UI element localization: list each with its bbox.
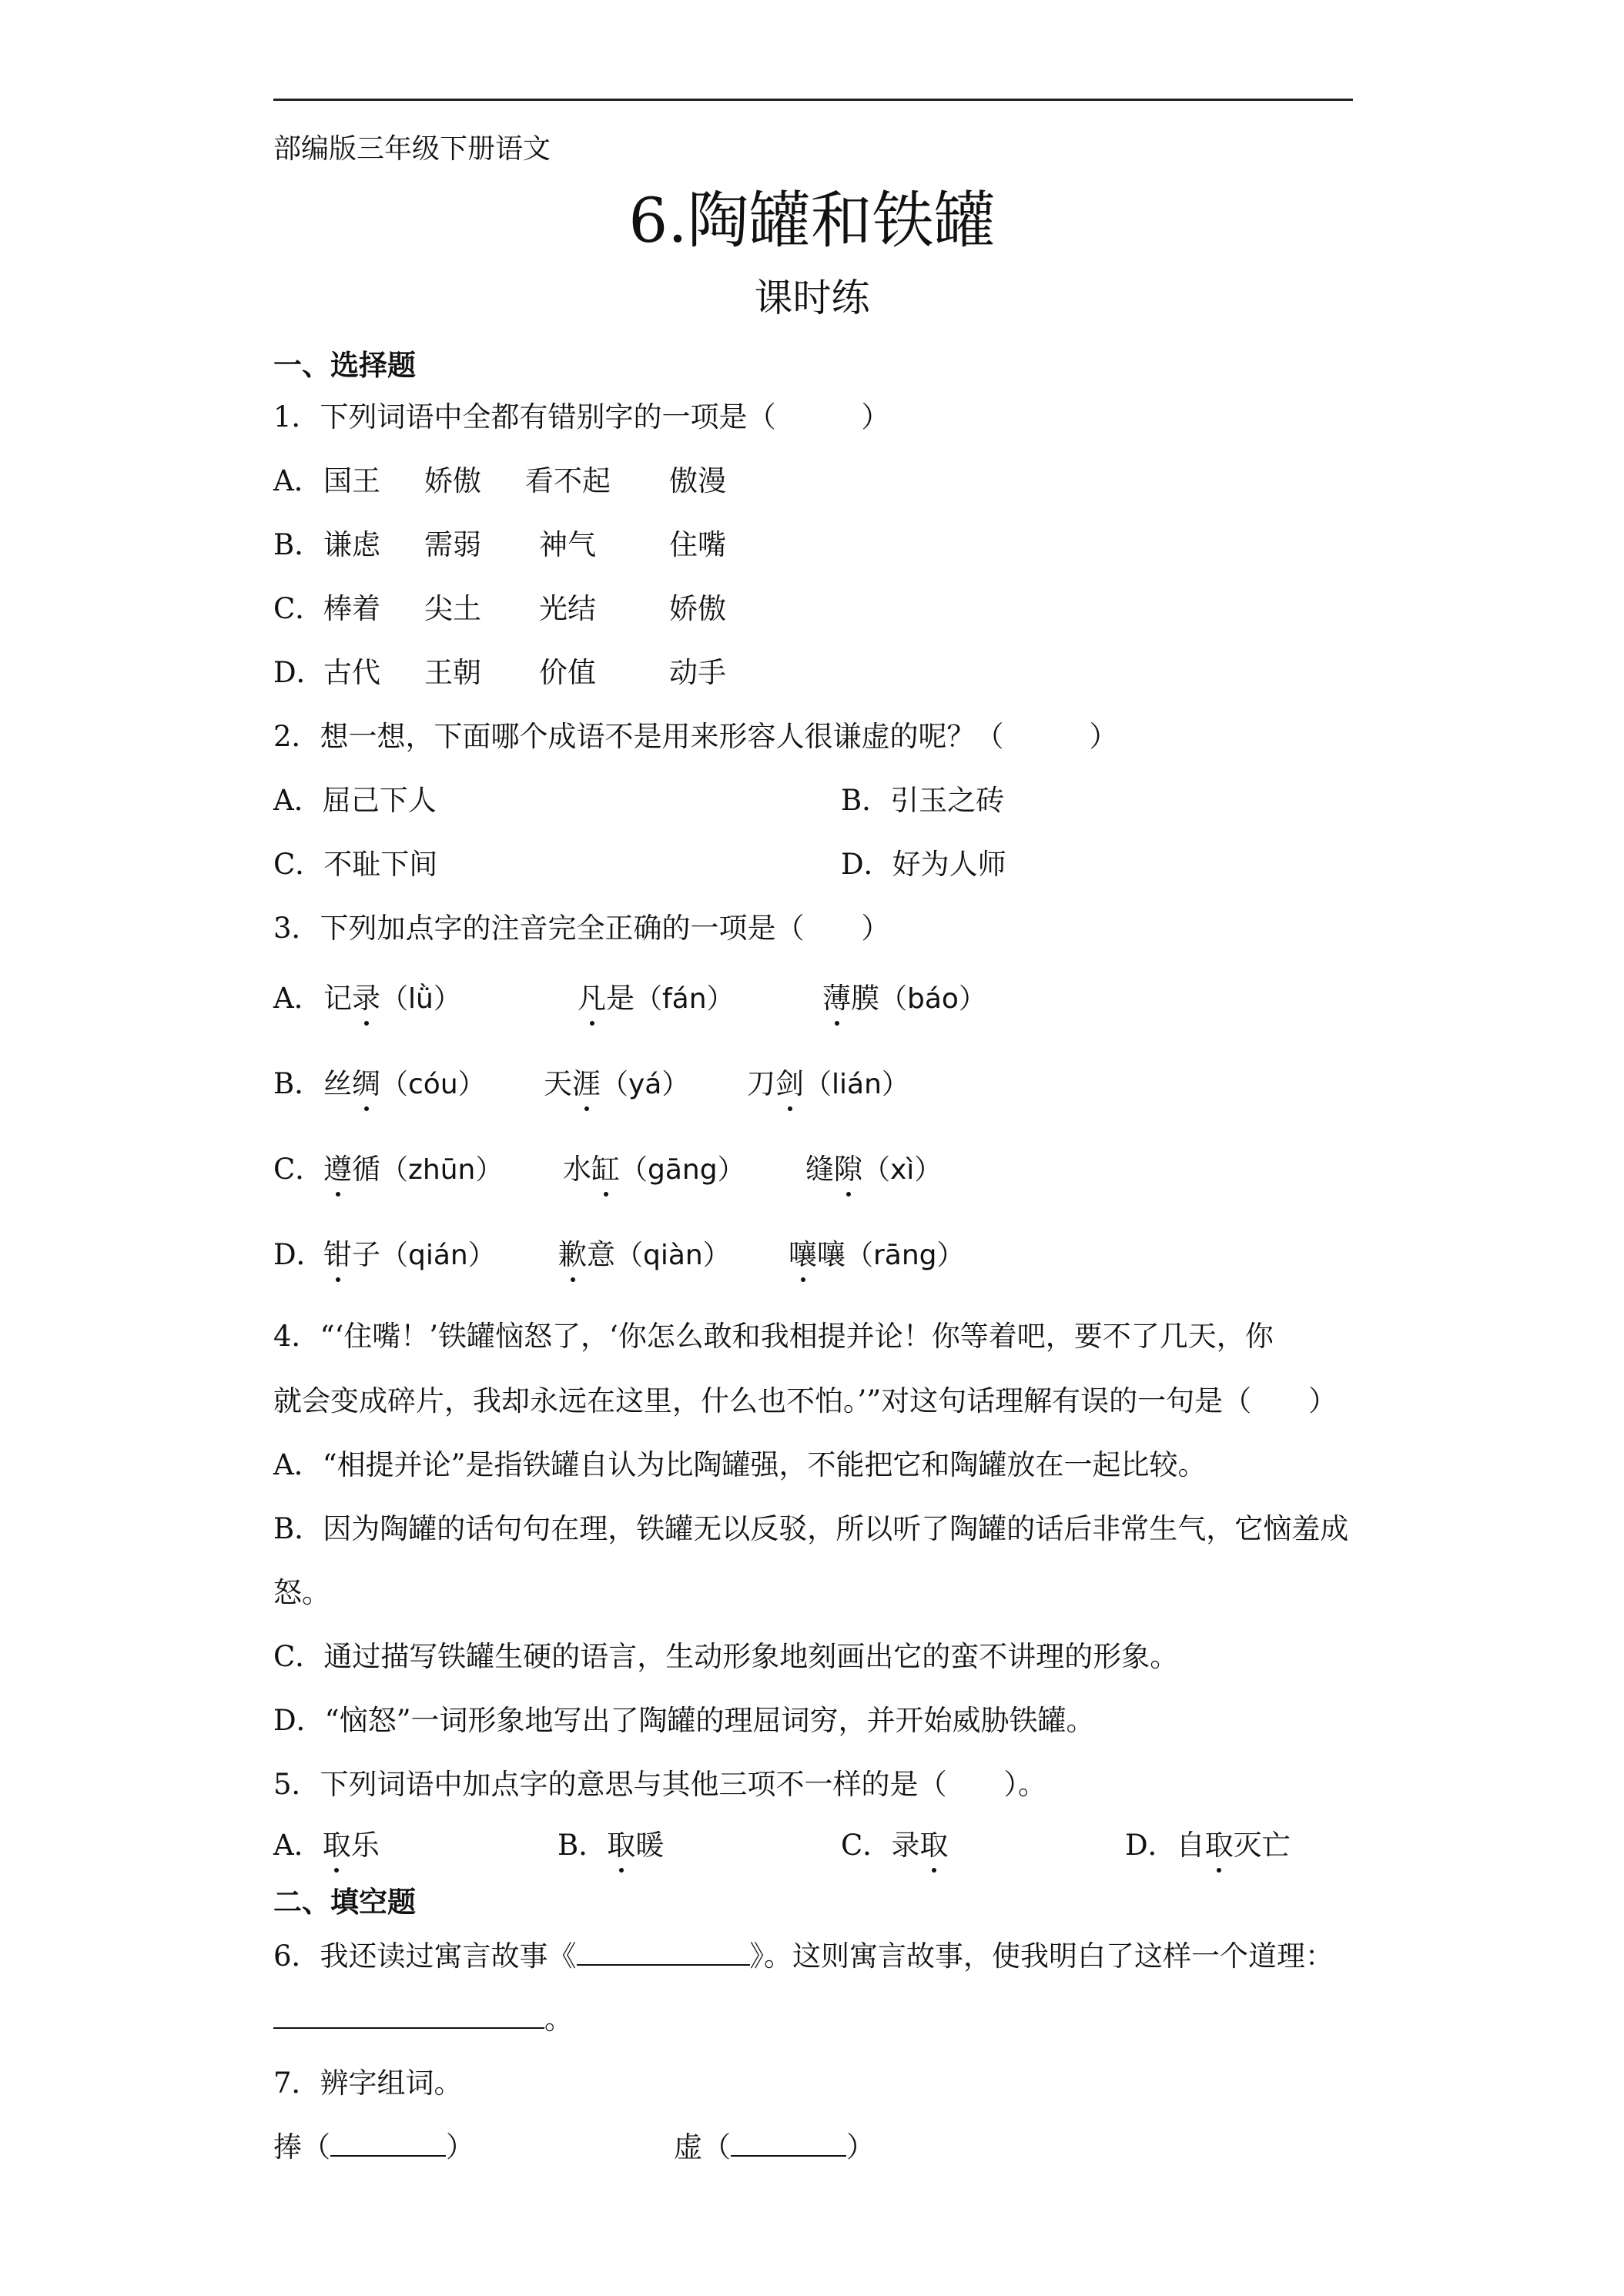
q3-c1-dotted-char: 遵	[323, 1146, 352, 1187]
q3-c-item3	[805, 1146, 942, 1187]
q3-b-letter: B．	[273, 1067, 323, 1100]
q3-c2-pinyin: （gāng）	[620, 1154, 745, 1186]
q6-reason-blank[interactable]	[273, 2000, 544, 2029]
q1-b-word3: 神气	[539, 528, 596, 561]
q4-option-d: D．“恼怒”一词形象地写出了陶罐的理屈词穷，并开始威胁铁罐。	[273, 1704, 1095, 1737]
page-subtitle: 课时练	[754, 276, 870, 320]
q3-b2-pre: 天	[544, 1067, 572, 1100]
q3-c1-pinyin: （zhūn）	[380, 1154, 504, 1186]
q3-c-item2	[563, 1146, 745, 1187]
page-title: 6.陶罐和铁罐	[628, 185, 996, 256]
q1-d-word1: 古代	[323, 656, 380, 689]
q5-d-post: 灭亡	[1233, 1829, 1291, 1862]
q3-a2-pinyin: （fán）	[635, 983, 735, 1015]
q7-char1: 捧（	[273, 2130, 330, 2164]
q5-c-letter: C．	[841, 1829, 892, 1862]
q3-d1-post: 子	[352, 1238, 380, 1271]
q6-part1: 6．我还读过寓言故事《	[273, 1940, 577, 1973]
q3-c-item1	[323, 1146, 503, 1187]
q3-d3-pinyin: （rāng）	[845, 1240, 965, 1271]
q2-stem: 2．想一想，下面哪个成语不是用来形容人很谦虚的呢？（ ）	[273, 720, 1118, 753]
q3-a2-dotted-char: 凡	[578, 975, 606, 1016]
q4-option-c: C．通过描写铁罐生硬的语言，生动形象地刻画出它的蛮不讲理的形象。	[273, 1640, 1179, 1673]
q1-a-letter: A．	[273, 464, 323, 497]
section-choice-heading: 一、选择题	[273, 349, 416, 382]
q3-b-item3	[747, 1060, 909, 1102]
q2-option-b: B．引玉之砖	[841, 784, 1005, 817]
q4-option-b-line1: B．因为陶罐的话句句在理，铁罐无以反驳，所以听了陶罐的话后非常生气，它恼羞成	[273, 1512, 1349, 1545]
q6-story-blank[interactable]	[577, 1936, 750, 1966]
q7-item1	[273, 2124, 474, 2165]
q5-option-b	[558, 1822, 664, 1863]
q3-a1-pre: 记	[323, 982, 352, 1015]
q5-d-pre: 自	[1176, 1829, 1205, 1862]
q3-d-item2	[558, 1231, 731, 1273]
q5-option-a	[273, 1822, 380, 1863]
q1-d-letter: D．	[273, 656, 325, 689]
q3-a3-post: 膜	[851, 982, 879, 1015]
q1-c-word4: 娇傲	[669, 592, 726, 625]
q1-a-word1: 国王	[323, 464, 380, 497]
q3-c3-dotted-char: 隙	[834, 1146, 862, 1187]
q2-option-d: D．好为人师	[841, 848, 1006, 881]
q7-item2	[674, 2124, 875, 2165]
q3-a3-pinyin: （báo）	[879, 983, 986, 1015]
q3-d3-post: 嚷	[817, 1238, 845, 1271]
q3-c2-dotted-char: 缸	[591, 1146, 620, 1187]
q1-c-word2: 尖土	[424, 592, 481, 625]
section-fill-heading: 二、填空题	[273, 1886, 416, 1919]
q6-line1	[273, 1933, 1334, 1974]
q3-a1-pinyin: （lǜ）	[380, 983, 461, 1015]
q3-b1-dotted-char: 绸	[352, 1060, 380, 1102]
q1-b-letter: B．	[273, 528, 323, 561]
q3-c1-post: 循	[352, 1153, 380, 1186]
q3-d-item3	[789, 1231, 965, 1273]
book-label: 部编版三年级下册语文	[273, 133, 551, 165]
q1-b-word1: 谦虑	[323, 528, 380, 561]
q3-d2-post: 意	[587, 1238, 615, 1271]
q6-part2: 》。这则寓言故事，使我明白了这样一个道理：	[749, 1940, 1334, 1973]
q3-a3-dotted-char: 薄	[822, 975, 851, 1016]
q3-c2-pre: 水	[563, 1153, 591, 1186]
q1-d-word2: 王朝	[424, 656, 481, 689]
q3-a1-dotted-char: 录	[352, 975, 380, 1016]
q7-char2: 虚（	[674, 2130, 731, 2164]
q3-b2-dotted-char: 涯	[572, 1060, 601, 1102]
q3-b3-pinyin: （lián）	[804, 1069, 909, 1100]
q3-d3-dotted-char: 嚷	[789, 1231, 817, 1273]
q5-c-dotted-char: 取	[919, 1822, 948, 1863]
q6-end: 。	[544, 2003, 573, 2036]
q3-a-letter: A．	[273, 982, 323, 1015]
q4-option-b-line2: 怒。	[273, 1576, 330, 1609]
q1-c-letter: C．	[273, 592, 324, 625]
q1-a-word3: 看不起	[525, 464, 611, 497]
q3-a-item1	[323, 975, 461, 1016]
q5-b-letter: B．	[558, 1829, 608, 1862]
q3-c3-pinyin: （xì）	[862, 1154, 943, 1186]
q7-char1-close: ）	[446, 2130, 474, 2164]
q3-d-item1	[323, 1231, 496, 1273]
q7-char2-close: ）	[846, 2130, 875, 2164]
q3-b3-dotted-char: 剑	[775, 1060, 804, 1102]
q5-a-letter: A．	[273, 1829, 323, 1862]
q3-b1-pre: 丝	[323, 1067, 352, 1100]
q3-a2-post: 是	[606, 982, 635, 1015]
q7-blank2[interactable]	[731, 2127, 846, 2157]
q5-d-dotted-char: 取	[1205, 1822, 1234, 1863]
q3-b-item2	[544, 1060, 689, 1102]
q1-b-word2: 需弱	[424, 528, 481, 561]
q2-option-a: A．屈己下人	[273, 784, 437, 817]
q5-a-dotted-char: 取	[323, 1822, 351, 1863]
q1-stem: 1．下列词语中全都有错别字的一项是（ ）	[273, 400, 890, 433]
q3-b3-pre: 刀	[747, 1067, 775, 1100]
q3-c-letter: C．	[273, 1153, 324, 1186]
header-rule	[273, 99, 1353, 101]
q2-option-c: C．不耻下间	[273, 848, 438, 881]
q1-d-word3: 价值	[539, 656, 596, 689]
q1-d-word4: 动手	[669, 656, 726, 689]
q1-a-word4: 傲漫	[669, 464, 726, 497]
q5-b-post: 暖	[635, 1829, 665, 1862]
q3-d2-pinyin: （qiàn）	[615, 1240, 731, 1271]
q3-b-item1	[323, 1060, 486, 1102]
q6-line2	[273, 1996, 573, 2037]
q3-a-item3	[822, 975, 986, 1016]
q5-a-post: 乐	[350, 1829, 380, 1862]
q5-d-letter: D．	[1125, 1829, 1177, 1862]
q4-stem-line2: 就会变成碎片，我却永远在这里，什么也不怕。’”对这句话理解有误的一句是（ ）	[273, 1384, 1338, 1417]
q1-b-word4: 住嘴	[669, 528, 726, 561]
q3-d1-pinyin: （qián）	[380, 1240, 496, 1271]
q1-a-word2: 娇傲	[424, 464, 481, 497]
q1-c-word3: 光结	[539, 592, 596, 625]
q3-d-letter: D．	[273, 1238, 325, 1271]
q3-a-item2	[578, 975, 735, 1016]
q7-stem: 7．辨字组词。	[273, 2067, 463, 2100]
q3-d2-dotted-char: 歉	[558, 1231, 587, 1273]
q5-b-dotted-char: 取	[607, 1822, 635, 1863]
q4-stem-line1: 4．“‘住嘴！’铁罐恼怒了，‘你怎么敢和我相提并论！你等着吧，要不了几天，你	[273, 1320, 1274, 1353]
q5-stem: 5．下列词语中加点字的意思与其他三项不一样的是（ ）。	[273, 1768, 1047, 1801]
q5-c-pre: 录	[891, 1829, 920, 1862]
q3-b1-pinyin: （cóu）	[380, 1069, 486, 1100]
q3-b2-pinyin: （yá）	[601, 1069, 690, 1100]
q5-option-c	[841, 1822, 948, 1863]
q5-option-d	[1125, 1822, 1291, 1863]
q3-c3-pre: 缝	[805, 1153, 834, 1186]
q4-option-a: A．“相提并论”是指铁罐自认为比陶罐强，不能把它和陶罐放在一起比较。	[273, 1448, 1207, 1481]
q3-d1-dotted-char: 钳	[323, 1231, 352, 1273]
q3-stem: 3．下列加点字的注音完全正确的一项是（ ）	[273, 912, 890, 945]
q1-c-word1: 棒着	[323, 592, 380, 625]
q7-blank1[interactable]	[330, 2127, 446, 2157]
